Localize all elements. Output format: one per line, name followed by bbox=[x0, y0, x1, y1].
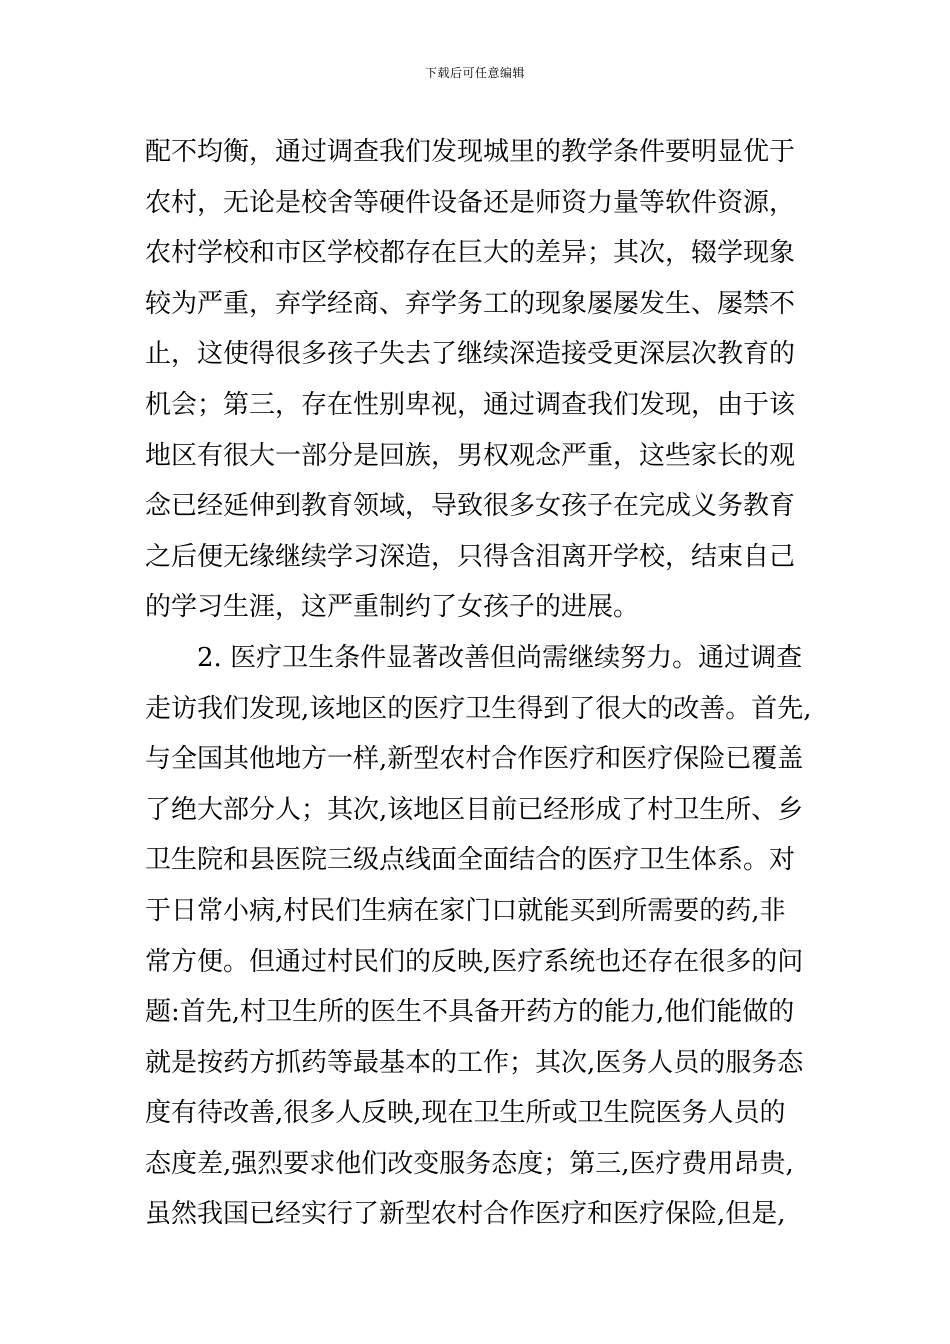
text-line: 态度差,强烈要求他们改变服务态度；第三,医疗费用昂贵, bbox=[145, 1148, 794, 1179]
text-line: 较为严重，弃学经商、弃学务工的现象屡屡发生、屡禁不 bbox=[145, 288, 796, 319]
text-line: 的学习生涯，这严重制约了女孩子的进展。 bbox=[145, 592, 640, 623]
text-line: 常方便。但通过村民们的反映,医疗系统也还存在很多的问 bbox=[145, 946, 804, 977]
text-line: 配不均衡，通过调查我们发现城里的教学条件要明显优于 bbox=[145, 137, 796, 167]
text-line: 卫生院和县医院三级点线面全面结合的医疗卫生体系。对 bbox=[145, 845, 796, 876]
text-line: 2. 医疗卫生条件显著改善但尚需继续努力。通过调查 bbox=[145, 642, 803, 673]
text-line: 农村，无论是校舍等硬件设备还是师资力量等软件资源， bbox=[145, 187, 796, 218]
text-line: 走访我们发现,该地区的医疗卫生得到了很大的改善。首先, bbox=[145, 693, 812, 724]
document-body bbox=[145, 127, 815, 1240]
text-line: 农村学校和市区学校都存在巨大的差异；其次，辍学现象 bbox=[145, 238, 796, 269]
text-line: 于日常小病,村民们生病在家门口就能买到所需要的药,非 bbox=[145, 895, 786, 926]
text-line: 度有待改善,很多人反映,现在卫生所或卫生院医务人员的 bbox=[145, 1098, 786, 1129]
text-line: 机会；第三，存在性别卑视，通过调查我们发现，由于该 bbox=[145, 389, 796, 420]
text-line: 止，这使得很多孩子失去了继续深造接受更深层次教育的 bbox=[145, 339, 796, 370]
text-line: 就是按药方抓药等最基本的工作；其次,医务人员的服务态 bbox=[145, 1047, 804, 1078]
page-header: 下载后可任意编辑 bbox=[424, 66, 525, 80]
text-line: 之后便无缘继续学习深造，只得含泪离开学校，结束自己 bbox=[145, 541, 796, 572]
text-line: 了绝大部分人；其次,该地区目前已经形成了村卫生所、乡 bbox=[145, 794, 804, 825]
text-line: 念已经延伸到教育领域，导致很多女孩子在完成义务教育 bbox=[145, 491, 796, 522]
text-line: 地区有很大一部分是回族，男权观念严重，这些家长的观 bbox=[145, 440, 796, 471]
text-line: 题:首先,村卫生所的医生不具备开药方的能力,他们能做的 bbox=[145, 997, 795, 1028]
text-line: 虽然我国已经实行了新型农村合作医疗和医疗保险,但是, bbox=[145, 1199, 786, 1230]
text-line: 与全国其他地方一样,新型农村合作医疗和医疗保险已覆盖 bbox=[145, 744, 804, 775]
